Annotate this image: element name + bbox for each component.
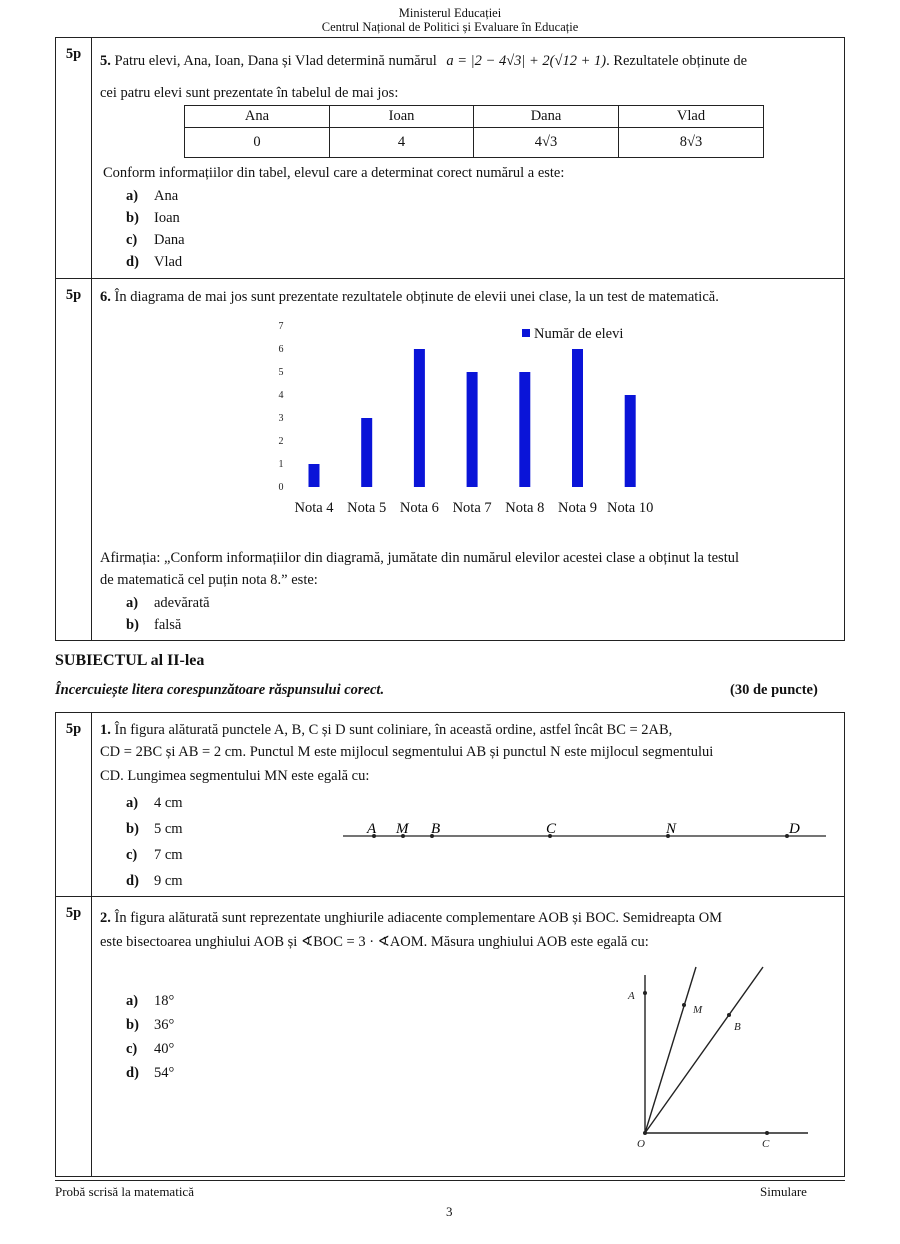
header-center: Centrul Național de Politici și Evaluare în Educație xyxy=(321,20,579,34)
question-number: 5. xyxy=(100,53,111,69)
point-label-o: O xyxy=(637,1138,645,1150)
x-tick-label: Nota 7 xyxy=(452,500,492,516)
footer-right: Simulare xyxy=(760,1184,807,1199)
point-label-b: B xyxy=(431,821,441,837)
footer-rule xyxy=(55,1180,845,1181)
option-text: Dana xyxy=(154,232,185,248)
question-5-stem-line1 xyxy=(100,52,747,70)
ray-ob xyxy=(645,967,763,1133)
option-text: Ana xyxy=(154,188,179,204)
option-text: 4 cm xyxy=(154,795,183,811)
s2-question-1-text: În figura alăturată punctele A, B, C și D sunt coliniare, în această ordine, astfel încât BC = 2AB, xyxy=(114,722,673,738)
option-b[interactable] xyxy=(126,210,180,227)
x-tick-label: Nota 6 xyxy=(399,500,439,516)
page-number: 3 xyxy=(446,1204,453,1219)
option-letter: b) xyxy=(126,1017,139,1033)
option-letter: d) xyxy=(126,1065,139,1081)
table-header: Ioan xyxy=(330,106,474,128)
point-label-c: C xyxy=(546,821,557,837)
option-letter: b) xyxy=(126,210,139,226)
question-points: 5p xyxy=(56,897,92,1176)
question-5-stem: Patru elevi, Ana, Ioan, Dana și Vlad determină numărul xyxy=(114,53,437,69)
option-b[interactable] xyxy=(126,617,181,634)
point-c-dot xyxy=(765,1131,769,1135)
question-number: 2. xyxy=(100,910,111,926)
question-number: 6. xyxy=(100,289,111,305)
y-tick-label: 6 xyxy=(278,344,284,355)
option-letter: c) xyxy=(126,232,138,248)
question-5-stem-line2: cei patru elevi sunt prezentate în tabelul de mai jos: xyxy=(100,85,399,101)
option-letter: a) xyxy=(126,993,139,1009)
s2-question-1-box xyxy=(55,712,845,897)
point-label-c: C xyxy=(762,1138,770,1150)
question-points: 5p xyxy=(56,38,92,278)
point-o-dot xyxy=(643,1131,647,1135)
option-letter: d) xyxy=(126,254,139,270)
option-text: adevărată xyxy=(154,595,210,611)
y-tick-label: 3 xyxy=(278,413,284,424)
option-text: 54° xyxy=(154,1065,175,1081)
question-6-stem: În diagrama de mai jos sunt prezentate rezultatele obținute de elevii unei clase, la un test de matematică. xyxy=(114,289,719,305)
point-label-b: B xyxy=(734,1021,741,1033)
y-tick-label: 5 xyxy=(278,367,284,378)
table-header: Dana xyxy=(474,106,619,128)
option-letter: a) xyxy=(126,595,139,611)
table-cell: 4 xyxy=(330,128,474,158)
s2-question-1-line3: CD. Lungimea segmentului MN este egală cu: xyxy=(100,768,370,784)
x-tick-label: Nota 5 xyxy=(347,500,387,516)
option-letter: c) xyxy=(126,1041,138,1057)
point-a-dot xyxy=(643,991,647,995)
table-header: Ana xyxy=(185,106,330,128)
option-d[interactable] xyxy=(126,254,182,271)
question-number: 1. xyxy=(100,722,111,738)
question-5-box xyxy=(55,37,845,279)
statement-line2: de matematică cel puțin nota 8.” este: xyxy=(100,572,318,588)
option-letter: a) xyxy=(126,188,139,204)
point-b-dot xyxy=(727,1013,731,1017)
point-label-a: A xyxy=(367,821,377,837)
option-text: 40° xyxy=(154,1041,175,1057)
point-label-m: M xyxy=(693,1004,703,1016)
option-letter: c) xyxy=(126,847,138,863)
s2-question-2-box xyxy=(55,896,845,1177)
option-letter: d) xyxy=(126,873,139,889)
option-a[interactable] xyxy=(126,188,178,205)
point-m-dot xyxy=(682,1003,686,1007)
option-letter: b) xyxy=(126,617,139,633)
header-ministry: Ministerul Educației xyxy=(398,6,502,20)
point-label-d: D xyxy=(789,821,800,837)
table-cell: 8√3 xyxy=(619,128,764,158)
option-text: 18° xyxy=(154,993,175,1009)
x-tick-label: Nota 10 xyxy=(607,500,654,516)
s2-question-2-line2: este bisectoarea unghiului AOB și ∢BOC = 3 · ∢AOM. Măsura unghiului AOB este egală cu: xyxy=(100,934,649,950)
x-tick-label: Nota 9 xyxy=(557,500,598,516)
question-points: 5p xyxy=(56,279,92,640)
question-5-stem-post: . Rezultatele obținute de xyxy=(606,53,747,69)
option-text: 5 cm xyxy=(154,821,183,837)
option-text: falsă xyxy=(154,617,182,633)
option-letter: b) xyxy=(126,821,139,837)
section-title: SUBIECTUL al II-lea xyxy=(55,652,205,669)
option-text: Ioan xyxy=(154,210,180,226)
section-points: (30 de puncte) xyxy=(730,682,818,698)
y-tick-label: 2 xyxy=(278,436,284,447)
option-letter: a) xyxy=(126,795,139,811)
s2-question-2-text: În figura alăturată sunt reprezentate unghiurile adiacente complementare AOB și BOC. Semidreapta OM xyxy=(114,910,723,926)
s2-question-1-line2: CD = 2BC și AB = 2 cm. Punctul M este mijlocul segmentului AB și punctul N este mijlocul segmentului xyxy=(100,744,714,760)
x-tick-label: Nota 8 xyxy=(505,500,545,516)
y-tick-label: 0 xyxy=(278,482,284,493)
section-instruction: Încercuiește litera corespunzătoare răspunsului corect. xyxy=(55,682,385,698)
results-table xyxy=(184,105,764,158)
collinear-points-figure xyxy=(56,713,846,898)
table-cell: 0 xyxy=(185,128,330,158)
point-label-m: M xyxy=(396,821,409,837)
option-text: 7 cm xyxy=(154,847,183,863)
y-tick-label: 4 xyxy=(278,390,284,401)
point-label-n: N xyxy=(666,821,677,837)
ray-om xyxy=(645,967,696,1133)
question-points: 5p xyxy=(56,713,92,896)
option-text: 36° xyxy=(154,1017,175,1033)
table-cell: 4√3 xyxy=(474,128,619,158)
option-text: 9 cm xyxy=(154,873,183,889)
question-6-box xyxy=(55,278,845,641)
y-tick-label: 1 xyxy=(278,459,284,470)
statement-line1: Afirmația: „Conform informațiilor din diagramă, jumătate din numărul elevilor acestei clase a obținut la testul xyxy=(100,550,740,566)
footer-left: Probă scrisă la matematică xyxy=(55,1184,194,1199)
question-6-stem-line xyxy=(100,288,719,306)
option-c[interactable] xyxy=(126,232,185,249)
option-a[interactable] xyxy=(126,595,210,612)
table-header: Vlad xyxy=(619,106,764,128)
option-text: Vlad xyxy=(154,254,183,270)
angles-figure xyxy=(56,897,846,1178)
point-label-a: A xyxy=(628,990,635,1002)
y-tick-label: 7 xyxy=(278,321,284,332)
question-5-question: Conform informațiilor din tabel, elevul care a determinat corect numărul a este: xyxy=(103,165,565,181)
x-tick-label: Nota 4 xyxy=(294,500,334,516)
question-5-formula: a = |2 − 4√3| + 2(√12 + 1) xyxy=(446,53,607,69)
legend-label: Număr de elevi xyxy=(534,326,624,342)
